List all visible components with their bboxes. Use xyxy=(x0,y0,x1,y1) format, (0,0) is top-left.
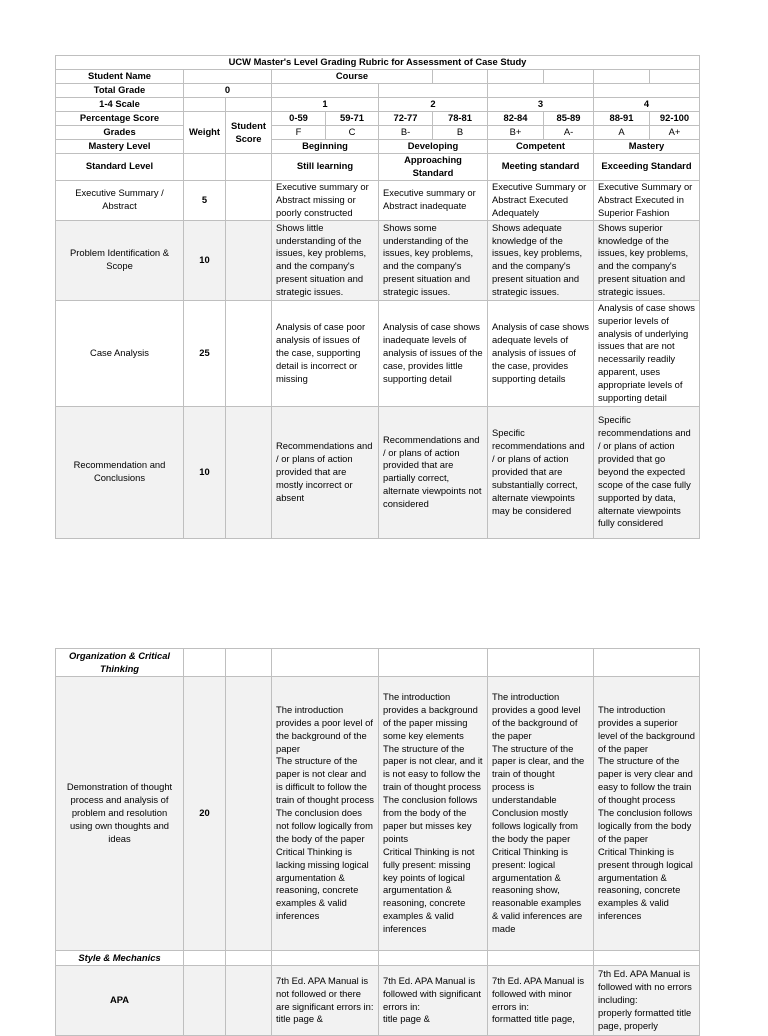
mastery-1: Beginning xyxy=(272,140,379,154)
criterion-weight: 25 xyxy=(184,300,226,406)
level-2-description: Executive summary or Abstract inadequate xyxy=(379,180,488,220)
section-heading-style: Style & Mechanics xyxy=(56,951,184,966)
criterion-name: APA xyxy=(56,966,184,1036)
percentage-label: Percentage Score xyxy=(56,112,184,126)
standard-4: Exceeding Standard xyxy=(594,154,700,181)
student-score-cell[interactable] xyxy=(226,406,272,538)
level-1-description: Recommendations and / or plans of action provided that are mostly incorrect or absent xyxy=(272,406,379,538)
scale-label: 1-4 Scale xyxy=(56,98,184,112)
style-weight-empty xyxy=(184,951,226,966)
table-row xyxy=(56,677,700,951)
scale-empty-1 xyxy=(184,98,226,112)
table-row xyxy=(56,300,700,406)
table-row xyxy=(56,180,700,220)
org-level-1-empty xyxy=(272,649,379,677)
course-value-5[interactable] xyxy=(650,70,700,84)
total-grade-empty-2 xyxy=(379,84,488,98)
course-value-1[interactable] xyxy=(433,70,488,84)
criterion-name: Executive Summary / Abstract xyxy=(56,180,184,220)
style-score-empty xyxy=(226,951,272,966)
student-name-label: Student Name xyxy=(56,70,184,84)
total-grade-empty-1 xyxy=(272,84,379,98)
percentage-4: 78-81 xyxy=(433,112,488,126)
criterion-name: Recommendation and Conclusions xyxy=(56,406,184,538)
level-3-description: The introduction provides a good level of the background of the paper The structure of the paper is clear, and the train of thought process is understandable Conclusion mostly follows logically from the body the paper Critical Thinking is present: logical argumentation & reasoning show, reasonable examples & valid inferences are made xyxy=(488,677,594,951)
total-grade-value: 0 xyxy=(184,84,272,98)
level-4-description: The introduction provides a superior level of the background of the paper The structure of the paper is very clear and easy to follow the train of thought process The conclusion follows logically from the body of the paper Critical Thinking is present through logical argumentation & reasoning, concrete examples & valid inferences xyxy=(594,677,700,951)
grading-rubric-table-continued xyxy=(55,648,700,1036)
percentage-8: 92-100 xyxy=(650,112,700,126)
standard-1: Still learning xyxy=(272,154,379,181)
student-score-cell[interactable] xyxy=(226,180,272,220)
standard-2: Approaching Standard xyxy=(379,154,488,181)
level-2-description: 7th Ed. APA Manual is followed with significant errors in: title page & xyxy=(379,966,488,1036)
percentage-2: 59-71 xyxy=(326,112,379,126)
mastery-4: Mastery xyxy=(594,140,700,154)
criterion-weight: 10 xyxy=(184,406,226,538)
total-grade-empty-4 xyxy=(594,84,700,98)
criterion-weight: 10 xyxy=(184,220,226,300)
level-1-description: 7th Ed. APA Manual is not followed or there are significant errors in: title page & xyxy=(272,966,379,1036)
criterion-name: Case Analysis xyxy=(56,300,184,406)
student-name-value[interactable] xyxy=(184,70,272,84)
course-value-2[interactable] xyxy=(488,70,544,84)
criterion-name: Problem Identification & Scope xyxy=(56,220,184,300)
level-1-description: Shows little understanding of the issues, key problems, and the company's present situation and strategic issues. xyxy=(272,220,379,300)
scale-2: 2 xyxy=(379,98,488,112)
scale-4: 4 xyxy=(594,98,700,112)
percentage-1: 0-59 xyxy=(272,112,326,126)
student-score-cell[interactable] xyxy=(226,220,272,300)
scale-1: 1 xyxy=(272,98,379,112)
student-score-cell[interactable] xyxy=(226,300,272,406)
table-row xyxy=(56,406,700,538)
grade-7: A xyxy=(594,126,650,140)
student-score-cell[interactable] xyxy=(226,966,272,1036)
percentage-7: 88-91 xyxy=(594,112,650,126)
level-4-description: Shows superior knowledge of the issues, key problems, and the company's present situation and strategic issues. xyxy=(594,220,700,300)
grade-6: A- xyxy=(544,126,594,140)
standard-3: Meeting standard xyxy=(488,154,594,181)
level-2-description: The introduction provides a background of the paper missing some key elements The structure of the paper is not clear, and it is not easy to follow the train of thought process The conclusion follows from the body of the paper but misses key points Critical Thinking is not fully present: missing key points of logical argumentation & reasoning, concrete examples & valid inferences xyxy=(379,677,488,951)
org-weight-empty xyxy=(184,649,226,677)
criterion-name: Demonstration of thought process and analysis of problem and resolution using own thoughts and ideas xyxy=(56,677,184,951)
percentage-6: 85-89 xyxy=(544,112,594,126)
course-value-3[interactable] xyxy=(544,70,594,84)
section-heading-organization: Organization & Critical Thinking xyxy=(56,649,184,677)
standard-empty-1 xyxy=(184,154,226,181)
style-level-3-empty xyxy=(488,951,594,966)
grade-4: B xyxy=(433,126,488,140)
level-2-description: Shows some understanding of the issues, key problems, and the company's present situation and strategic issues. xyxy=(379,220,488,300)
org-level-4-empty xyxy=(594,649,700,677)
grades-label: Grades xyxy=(56,126,184,140)
level-3-description: Shows adequate knowledge of the issues, key problems, and the company's present situation and strategic issues. xyxy=(488,220,594,300)
org-score-empty xyxy=(226,649,272,677)
level-2-description: Analysis of case shows inadequate levels of analysis of issues of the case, provides little supporting detail xyxy=(379,300,488,406)
scale-3: 3 xyxy=(488,98,594,112)
student-score-cell[interactable] xyxy=(226,677,272,951)
percentage-5: 82-84 xyxy=(488,112,544,126)
org-level-2-empty xyxy=(379,649,488,677)
criterion-weight-empty xyxy=(184,966,226,1036)
mastery-label: Mastery Level xyxy=(56,140,184,154)
grade-1: F xyxy=(272,126,326,140)
student-score-header: Student Score xyxy=(226,112,272,154)
style-level-2-empty xyxy=(379,951,488,966)
grade-2: C xyxy=(326,126,379,140)
level-1-description: Analysis of case poor analysis of issues of the case, supporting detail is incorrect or missing xyxy=(272,300,379,406)
level-3-description: Specific recommendations and / or plans of action provided that are substantially correct, alternate viewpoints may be considered xyxy=(488,406,594,538)
percentage-3: 72-77 xyxy=(379,112,433,126)
level-1-description: Executive summary or Abstract missing or poorly constructed xyxy=(272,180,379,220)
table-row xyxy=(56,220,700,300)
table-row xyxy=(56,966,700,1036)
course-label: Course xyxy=(272,70,433,84)
level-4-description: Specific recommendations and / or plans of action provided that go beyond the expected scope of the case fully supported by data, alternate viewpoints fully considered xyxy=(594,406,700,538)
course-value-4[interactable] xyxy=(594,70,650,84)
org-level-3-empty xyxy=(488,649,594,677)
level-3-description: Executive Summary or Abstract Executed Adequately xyxy=(488,180,594,220)
mastery-3: Competent xyxy=(488,140,594,154)
grade-8: A+ xyxy=(650,126,700,140)
total-grade-label: Total Grade xyxy=(56,84,184,98)
level-4-description: Analysis of case shows superior levels of analysis of underlying issues that are not necessarily readily apparent, uses appropriate levels of supporting detail xyxy=(594,300,700,406)
grade-3: B- xyxy=(379,126,433,140)
style-level-4-empty xyxy=(594,951,700,966)
total-grade-empty-3 xyxy=(488,84,594,98)
criterion-weight: 5 xyxy=(184,180,226,220)
standard-empty-2 xyxy=(226,154,272,181)
level-3-description: 7th Ed. APA Manual is followed with minor errors in: formatted title page, xyxy=(488,966,594,1036)
standard-label: Standard Level xyxy=(56,154,184,181)
criterion-weight: 20 xyxy=(184,677,226,951)
grade-5: B+ xyxy=(488,126,544,140)
grading-rubric-table xyxy=(55,55,700,539)
mastery-2: Developing xyxy=(379,140,488,154)
rubric-title: UCW Master's Level Grading Rubric for Assessment of Case Study xyxy=(56,56,700,70)
scale-empty-2 xyxy=(226,98,272,112)
level-4-description: Executive Summary or Abstract Executed in Superior Fashion xyxy=(594,180,700,220)
level-1-description: The introduction provides a poor level of the background of the paper The structure of the paper is not clear and is difficult to follow the train of thought process The conclusion does not follow logically from the body of the paper Critical Thinking is lacking missing logical argumentation & reasoning, concrete examples & valid inferences xyxy=(272,677,379,951)
level-3-description: Analysis of case shows adequate levels of analysis of issues of the case, provides supporting details xyxy=(488,300,594,406)
level-4-description: 7th Ed. APA Manual is followed with no errors including: properly formatted title page, properly xyxy=(594,966,700,1036)
style-level-1-empty xyxy=(272,951,379,966)
weight-header: Weight xyxy=(184,112,226,154)
level-2-description: Recommendations and / or plans of action provided that are partially correct, alternate viewpoints not considered xyxy=(379,406,488,538)
